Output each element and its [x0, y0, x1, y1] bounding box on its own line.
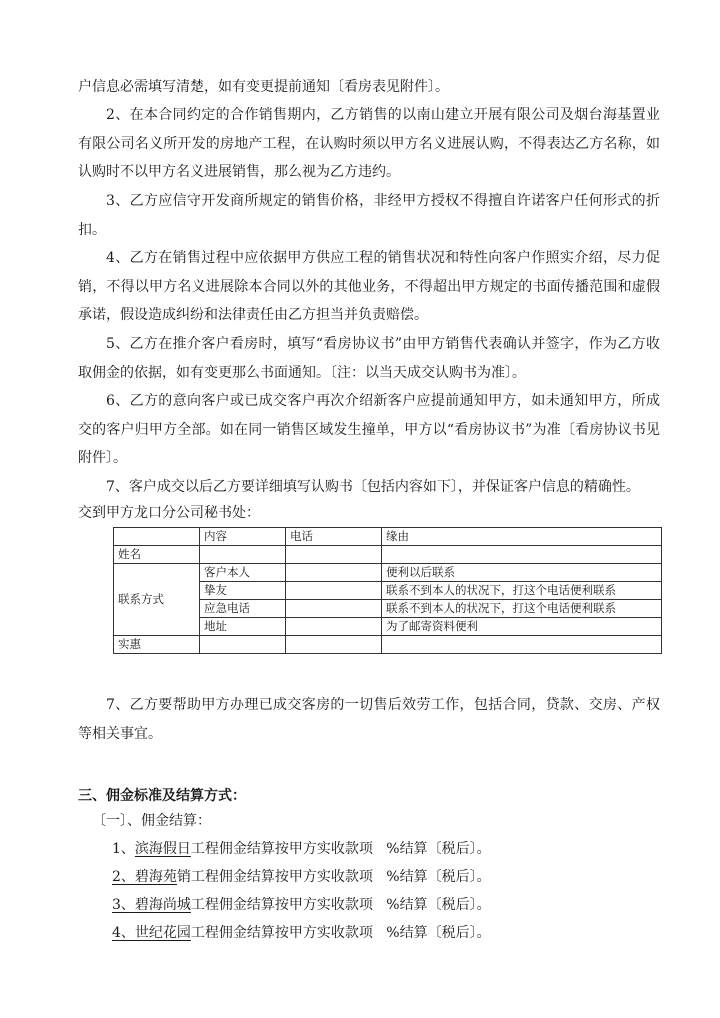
clause-3: 3、乙方应信守开发商所规定的销售价格，非经甲方授权不得擅自许诺客户任何形式的折扣。: [78, 193, 660, 238]
table-cell: 挚友: [200, 582, 286, 600]
table-cell: 联系不到本人的状况下，打这个电话便利联系: [382, 582, 662, 600]
clause-4: 4、乙方在销售过程中应依据甲方供应工程的销售状况和特性向客户作照实介绍，尽力促销，不得以甲方名义进展除本合同以外的其他业务，不得超出甲方规定的书面传播范围和虚假承诺，假设造成纠纷和法律责任由乙方担当并负责赔偿。: [78, 250, 660, 323]
clause-2: 2、在本合同约定的合作销售期内，乙方销售的以南山建立开展有限公司及烟台海基置业有限公司名义所开发的房地产工程，在认购时须以甲方名义进展认购，不得表达乙方名称，如认购时不以甲方名义进展销售，那么视为乙方违约。: [78, 107, 660, 180]
table-cell: 地址: [200, 618, 286, 636]
clause-7-delivery: 交到甲方龙口分公司秘书处：: [78, 505, 260, 521]
table-cell: [286, 600, 382, 618]
table-row: [114, 546, 662, 564]
paragraph-continuation: 户信息必需填写清楚，如有变更提前通知〔看房表见附件〕。: [78, 79, 449, 95]
commission-item: [112, 835, 491, 863]
item-number: 3、: [112, 897, 135, 913]
commission-item: [112, 919, 491, 947]
item-text: 销工程佣金结算按甲方实收款项 %结算〔税后〕。: [176, 869, 491, 885]
table-cell: 客户本人: [200, 564, 286, 582]
commission-item: [112, 891, 491, 919]
clause-5: 5、乙方在推介客户看房时，填写“看房协议书”由甲方销售代表确认并签字，作为乙方收取佣金的依据，如有变更那么书面通知。〔注：以当天成交认购书为准〕。: [78, 336, 660, 381]
row-label-contact: 联系方式: [114, 564, 200, 636]
project-name: 碧海尚城: [134, 897, 191, 913]
item-text: 工程佣金结算按甲方实收款项 %结算〔税后〕。: [190, 841, 491, 857]
table-header-cell: [114, 528, 200, 546]
commission-item: [112, 863, 491, 891]
table-cell: [286, 618, 382, 636]
item-number: 2、: [112, 869, 135, 885]
item-text: 工程佣金结算按甲方实收款项 %结算〔税后〕。: [190, 897, 491, 913]
table-cell: 便利以后联系: [382, 564, 662, 582]
table-header-cell: 内容: [200, 528, 286, 546]
table-header-cell: 缘由: [382, 528, 662, 546]
section-3-heading: 三、佣金标准及结算方式：: [78, 788, 246, 804]
project-name: 滨海假日: [134, 841, 191, 857]
table-cell: 联系不到本人的状况下，打这个电话便利联系: [382, 600, 662, 618]
table-cell: [286, 582, 382, 600]
commission-subheading: 〔一〕、佣金结算：: [92, 813, 211, 829]
table-row: [114, 636, 662, 654]
row-label-name: 姓名: [114, 546, 200, 564]
item-text: 工程佣金结算按甲方实收款项 %结算〔税后〕。: [190, 925, 491, 941]
project-name: 世纪花园: [134, 925, 191, 941]
item-number: 4、: [112, 925, 135, 941]
table-header-cell: 电话: [286, 528, 382, 546]
table-header-row: [114, 528, 662, 546]
table-row: [114, 564, 662, 582]
table-cell: 为了邮寄资料便利: [382, 618, 662, 636]
table-cell: 应急电话: [200, 600, 286, 618]
clause-7-intro: 7、客户成交以后乙方要详细填写认购书〔包括内容如下〕，并保证客户信息的精确性。: [106, 479, 640, 495]
table-cell: [286, 564, 382, 582]
project-name: 碧海苑: [134, 869, 177, 885]
clause-6: 6、乙方的意向客户或已成交客户再次介绍新客户应提前通知甲方，如未通知甲方，所成交的客户归甲方全部。如在同一销售区域发生撞单，甲方以“看房协议书”为准〔看房协议书见附件〕。: [78, 393, 660, 466]
row-label-benefit: 实惠: [114, 636, 200, 654]
item-number: 1、: [112, 841, 135, 857]
customer-info-table: [113, 527, 662, 654]
clause-7-after-sales: 7、乙方要帮助甲方办理已成交客房的一切售后效劳工作，包括合同，贷款、交房、产权等相关事宜。: [78, 697, 660, 742]
